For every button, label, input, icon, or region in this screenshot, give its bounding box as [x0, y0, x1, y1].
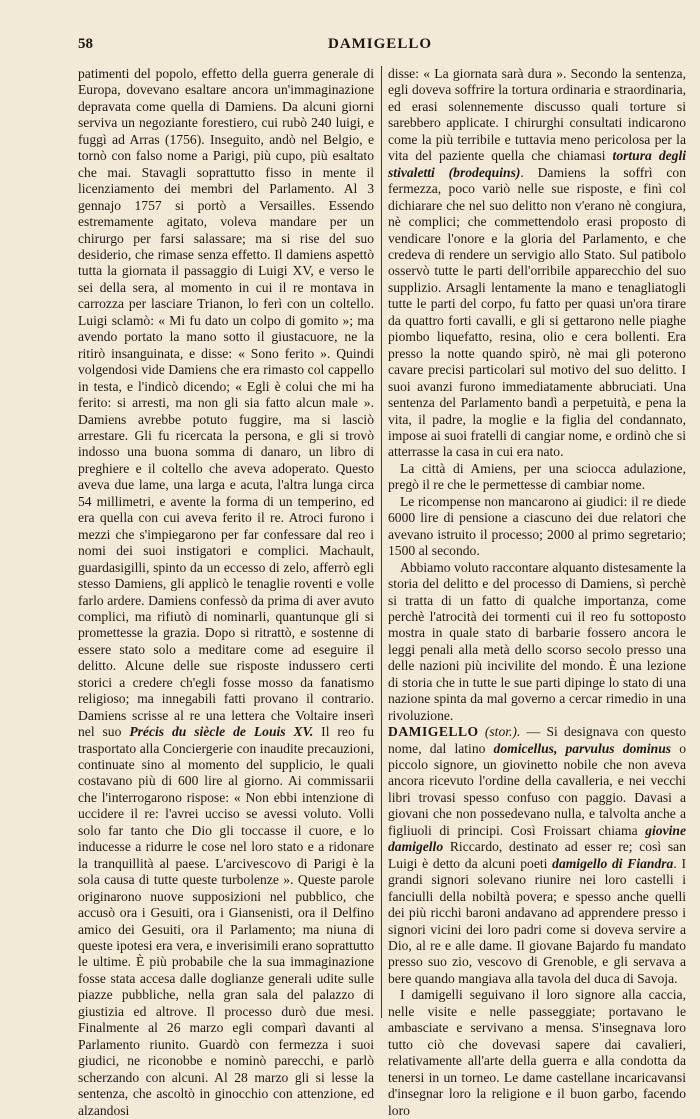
latin-term: domicellus, parvulus dominus: [493, 740, 672, 756]
entry-label: (stor.).: [484, 724, 521, 740]
tortura-term: tortura degli stivaletti: [388, 148, 686, 180]
entry-text-a: — Si designava con questo nome, dal latino: [388, 724, 686, 756]
right-text-b: . Damiens la soffrì con fermezza, poco variò nelle sue risposte, e finì col dichiarare che nel suo delitto non v'erano nè congiura, nè complici; che commettendolo erasi proposto di vendicare l'onore e la gloria del Parlamento, e che credeva di rendere un servigio allo Stato. Sul patibolo osservò tutte le parti dell'orribile apparecchio del suo supplizio. Arsagli lentamente la mano e tenagliatogli tutte le parti del corpo, fu fatto per quasi un'ora tirare da quattro forti cavalli, e gli si gettarono nelle piaghe piombo liquefatto, resina, olio e cera bollenti. Era presso la notte quando spirò, nè mai gli poterono cavare precisi particolari sul motivo del suo delitto. I suoi avanzi furono immediatamente abbruciati. Una sentenza del Parlamento bandì a perpetuità, e pena la vita, il padre, la moglie e la figlia del condannato, impose ai suoi fratelli di cangiar nome, e ordinò che si atterrasse la casa in cui era nato.: [388, 164, 686, 460]
entry-text-c: Riccardo, destinato ad esser re; così san Luigi è detto da alcuni poeti: [388, 839, 686, 871]
left-column: [78, 66, 374, 1118]
entry-text-d: . I grandi signori solevano riunire nei loro castelli i fanciulli della nobiltà povera; e spesso anche quelli dei più ricchi baroni andavano ad apprendere presso i signori vicini dei loro padri come si doveva servire a Dio, al re e alle dame. Il giovane Bajardo fu mandato presso suo zio, vescovo di Grenoble, e gli servava a bere quando mangiava alla tavola del duca di Savoja.: [388, 855, 686, 986]
right-paragraph-2: La città di Amiens, per una sciocca adulazione, pregò il re che le permettesse di cambiar nome.: [388, 460, 686, 493]
left-text-b: Il reo fu trasportato alla Conciergerie con inaudite precauzioni, continuate sino al momento del supplicio, le quali costavano più di 600 lire al giorno. Ai commissarii che l'interrogarono rispose: « Non ebbi intenzione di uccidere il re: l'avrei ucciso se avessi voluto. Volli solo far tanto che Dio gli toccasse il cuore, e lo inducesse a ridurre le cose nel loro stato e a ridonare la tranquillità al paese. L'arcivescovo di Parigi è la sola causa di tutte queste turbolenze ». Queste parole originarono nuove supposizioni nel pubblico, che accusò ora i Gesuiti, ora i Giansenisti, ora il Delfino amico dei Gesuiti, ora il Parlamento; ma niuna di queste ipotesi era vera, e inverisimili erano soprattutto le ultime. È più probabile che la sua immaginazione fosse stata accesa dalle doglianze generali udite sulle piazze pubbliche, nella gran sala del palazzo di giustizia ed altrove. Il processo durò due mesi. Finalmente al 26 marzo egli comparì davanti al Parlamento riunito. Guardò con fermezza i suoi giudici, ne riconobbe e nominò parecchi, e parlò scherzando con alcuni. Al 28 marzo gli si lesse la sentenza, che ascoltò in ginocchio con attenzione, ed alzandosi: [78, 724, 374, 1118]
page-number: 58: [78, 36, 93, 52]
left-paragraph: [78, 66, 374, 1119]
giovine-term: giovine damigello: [388, 822, 686, 855]
fiandra-term: damigello di Fiandra: [552, 855, 674, 871]
right-paragraph-3: Le ricompense non mancarono ai giudici: il re diede 6000 lire di pensione a ciascuno dei due relatori che avevano istruito il processo; 2000 al primo segretario; 1500 al secondo.: [388, 493, 686, 559]
column-divider: [381, 66, 382, 1018]
right-text-a: disse: « La giornata sarà dura ». Secondo la sentenza, egli doveva soffrire la tortura ordinaria e straordinaria, ed erasi solennemente discusso quali torture si sarebbero applicate. I chirurghi consultati indicarono come la più terribile e tuttavia meno pericolosa per la vita del paziente quella che chiamasi: [388, 66, 686, 164]
left-text-a: patimenti del popolo, effetto della guerra generale di Europa, dovevano esaltare ancora un'immaginazione depravata come quella di Damiens. Da alcuni giorni serviva un negoziante forestiero, cui rubò 240 luigi, e fuggì ad Arras (1756). Inseguito, andò nel Belgio, e tornò con falso nome a Parigi, più cupo, più esaltato che mai. Stavagli soprattutto fisso in mente il licenziamento dei membri del Parlamento. Al 3 gennajo 1757 si portò a Versailles. Essendo estremamente agitato, voleva mandare per un chirurgo per farsi salassare; ma si rise del suo desiderio, che rimase senza effetto. Il damiens aspettò tutta la giornata il passaggio di Luigi XV, e verso le sei della sera, al momento in cui il re montava in carrozza per lasciare Trianon, lo ferì con un coltello. Luigi sclamò: « Mi fu dato un colpo di gomito »; ma avendo portato la mano sotto il giustacuore, ne la ritirò insanguinata, e disse: « Sono ferito ». Quindi volgendosi vide Damiens che era rimasto col cappello in testa, e l'indicò dicendo; « Egli è colui che mi ha ferito: si arresti, ma non gli sia fatto alcun male ». Damiens avrebbe potuto fuggire, ma si lasciò arrestare. Gli fu ricercata la persona, e gli si trovò indosso una buona somma di danaro, un libro di preghiere e il coltello che aveva adoperato. Questo aveva due lame, una larga e acuta, l'altra lunga circa 54 millimetri, e avente la forma di un temperino, ed era quella con cui aveva ferito il re. Atroci furono i mezzi che s'impiegarono per far confessare dal reo i nomi dei suoi instigatori e complici. Machault, guardasigilli, spinto da un eccesso di zelo, afferrò egli stesso Damiens, gli applicò le tenaglie roventi e volle farlo ardere. Damiens confessò da prima di aver avuto complici, ma rifiutò di nominarli, quantunque gli si promettesse la grazia. Dopo si ritrattò, e sostenne di essere stato solo a meditare come ad eseguire il delitto. Alcune delle sue risposte indussero certi storici a credere ch'egli fosse mosso da fanatismo religioso; ma innegabili fatti provano il contrario. Damiens scrisse al re una lettera che Voltaire inserì nel suo: [78, 66, 374, 740]
right-paragraph-1: [388, 66, 686, 461]
running-head: DAMIGELLO: [327, 36, 432, 52]
entry-headword: DAMIGELLO: [388, 724, 479, 740]
dictionary-entry: [388, 724, 686, 987]
right-paragraph-4: Abbiamo voluto raccontare alquanto distesamente la storia del delitto e del processo di Damiens, sì perchè si tratta di un fatto di qualche importanza, come perchè l'atrocità dei tormenti cui il reo fu sottoposto mostra in quale stato di barbarie fossero ancora le leggi penali alla metà dello scorso secolo presso una delle nazioni più incivilite del mondo. È una lezione di storia che in tutte le sue parti dipinge lo stato di una nazione spinta da mal governo a cercar rimedio in una rivoluzione.: [388, 559, 686, 723]
page-header: [78, 36, 682, 58]
brodequins-term: (brodequins): [448, 164, 521, 180]
precis-title: Précis du siècle de Louis XV.: [129, 724, 314, 740]
entry-text-b: o piccolo signore, un giovinetto nobile che non aveva ancora ricevuto l'ordine della cavalleria, e nei vecchi libri trovasi spesso confuso con paggio. Davasi a giovani che non possedevano nulla, e talvolta anche a figliuoli di principi. Così Froissart chiama: [388, 740, 686, 838]
right-paragraph-6: I damigelli seguivano il loro signore alla caccia, nelle visite e nelle passeggiate; portavano le ambasciate e servivano a mensa. S'insegnava loro tutto ciò che dovevasi sapere dai cavalieri, relativamente all'arte della guerra e alla condotta da tenersi in un torneo. Le dame castellane incaricavansi d'insegnar loro la religione e il buon garbo, facendo loro: [388, 987, 686, 1118]
right-column: [388, 66, 686, 1118]
